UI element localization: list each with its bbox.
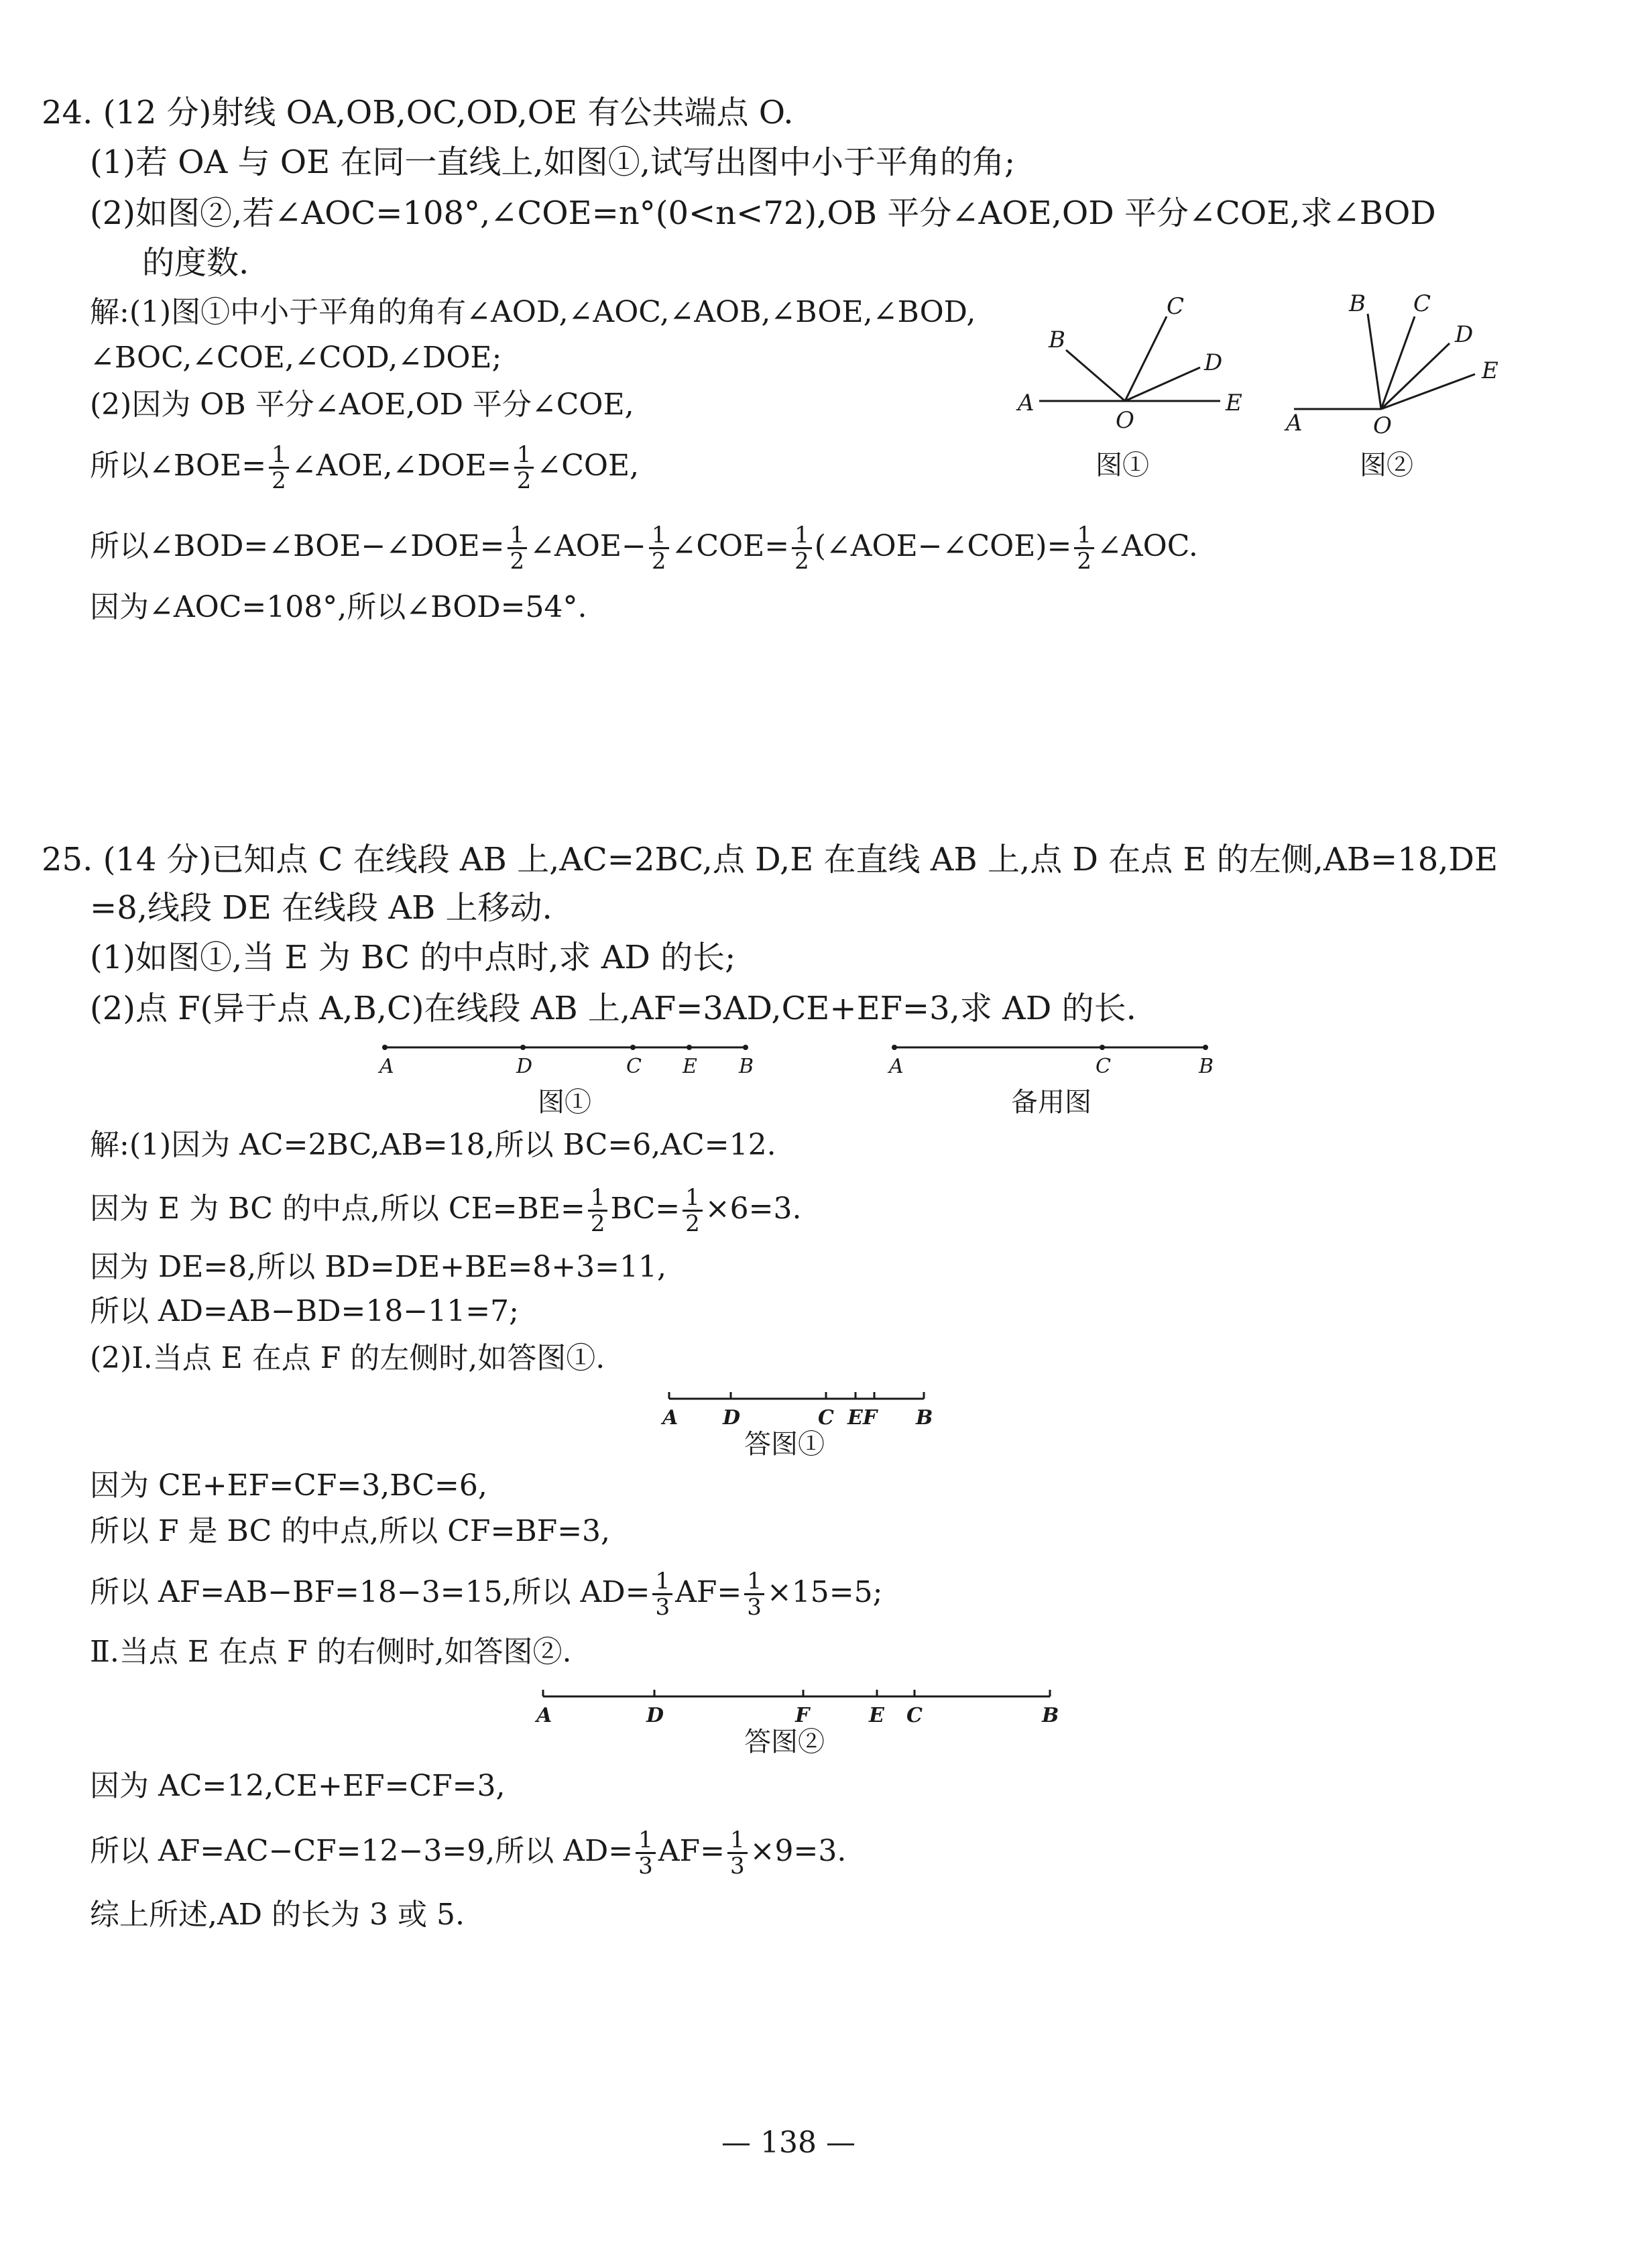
label-b: B bbox=[1042, 1704, 1059, 1727]
label-b: B bbox=[916, 1406, 933, 1430]
numerator: 1 bbox=[269, 443, 289, 469]
q25-sol-line6: 因为 CE+EF=CF=3,BC=6, bbox=[90, 1468, 487, 1503]
text-seg: 所以 AF=AC−CF=12−3=9,所以 AD= bbox=[90, 1834, 634, 1868]
label-b: B bbox=[739, 1055, 754, 1078]
label-o: O bbox=[1373, 412, 1392, 436]
point-a bbox=[382, 1045, 388, 1050]
denominator: 2 bbox=[272, 467, 286, 494]
q24-part1: (1)若 OA 与 OE 在同一直线上,如图①,试写出图中小于平角的角; bbox=[90, 143, 1016, 181]
label-d: D bbox=[1455, 321, 1474, 348]
q25-answer-figure-1-caption: 答图① bbox=[744, 1429, 825, 1460]
text-seg: AF= bbox=[658, 1834, 725, 1868]
ray-ob bbox=[1066, 350, 1125, 401]
denominator: 2 bbox=[651, 548, 666, 575]
point-b bbox=[1203, 1045, 1208, 1050]
label-a: A bbox=[1018, 390, 1035, 416]
q24-part2-line1: (2)如图②,若∠AOC=108°,∠COE=n°(0<n<72),OB 平分∠AOE,OD 平分∠COE,求∠BOD bbox=[90, 194, 1436, 232]
denominator: 3 bbox=[747, 1594, 762, 1621]
label-a: A bbox=[379, 1055, 394, 1078]
text-seg: ×9=3. bbox=[750, 1834, 847, 1868]
q25-sol-line11 bbox=[90, 1828, 846, 1878]
point-c bbox=[630, 1045, 636, 1050]
text-seg: ∠AOE− bbox=[530, 529, 646, 563]
q25-part1: (1)如图①,当 E 为 BC 的中点时,求 AD 的长; bbox=[90, 939, 736, 976]
q24-figure-2 bbox=[1274, 282, 1515, 439]
q25-answer-figure-2-caption: 答图② bbox=[744, 1727, 825, 1757]
point-d bbox=[520, 1045, 526, 1050]
q25-figure-spare-caption: 备用图 bbox=[1011, 1087, 1092, 1118]
label-b: B bbox=[1349, 290, 1366, 317]
numerator: 1 bbox=[588, 1186, 608, 1212]
fraction bbox=[652, 1569, 672, 1619]
numerator: 1 bbox=[649, 523, 669, 549]
q25-figure-1-caption: 图① bbox=[538, 1087, 591, 1118]
denominator: 2 bbox=[590, 1210, 605, 1237]
q25-figure-1 bbox=[369, 1035, 771, 1085]
point-b bbox=[743, 1045, 748, 1050]
text-seg: BC= bbox=[610, 1192, 681, 1226]
text-seg: ×6=3. bbox=[705, 1192, 802, 1226]
label-a: A bbox=[1286, 410, 1303, 436]
label-c: C bbox=[1413, 290, 1431, 317]
ray-od bbox=[1125, 367, 1200, 401]
q25-header-line1: 25. (14 分)已知点 C 在线段 AB 上,AC=2BC,点 D,E 在直线 AB 上,点 D 在点 E 的左侧,AB=18,DE bbox=[42, 841, 1498, 878]
label-e: E bbox=[683, 1055, 697, 1078]
ray-oc bbox=[1125, 316, 1167, 401]
q25-header-line2: =8,线段 DE 在线段 AB 上移动. bbox=[90, 889, 552, 927]
point-a bbox=[892, 1045, 897, 1050]
fraction bbox=[792, 523, 812, 573]
label-ef: EF bbox=[847, 1406, 878, 1430]
label-d: D bbox=[646, 1704, 664, 1727]
label-o: O bbox=[1116, 407, 1134, 434]
fraction bbox=[1074, 523, 1094, 573]
fraction bbox=[508, 523, 528, 573]
label-c: C bbox=[626, 1055, 642, 1078]
text-seg: 所以∠BOE= bbox=[90, 449, 267, 483]
numerator: 1 bbox=[1074, 523, 1094, 549]
q25-sol-line4: 所以 AD=AB−BD=18−11=7; bbox=[90, 1294, 519, 1328]
numerator: 1 bbox=[744, 1569, 764, 1595]
label-d: D bbox=[516, 1055, 533, 1078]
q25-sol-line12: 综上所述,AD 的长为 3 或 5. bbox=[90, 1898, 465, 1932]
ray-oe bbox=[1381, 374, 1475, 409]
text-seg: ×15=5; bbox=[766, 1575, 883, 1609]
q24-sol-line5 bbox=[90, 523, 1198, 573]
fraction bbox=[514, 443, 534, 493]
page-number: — 138 — bbox=[721, 2126, 856, 2160]
denominator: 3 bbox=[638, 1853, 653, 1880]
q25-sol-line5: (2)Ⅰ.当点 E 在点 F 的左侧时,如答图①. bbox=[90, 1341, 605, 1375]
denominator: 2 bbox=[510, 548, 525, 575]
numerator: 1 bbox=[652, 1569, 672, 1595]
text-seg: 所以 AF=AB−BF=18−3=15,所以 AD= bbox=[90, 1575, 650, 1609]
q25-part2: (2)点 F(异于点 A,B,C)在线段 AB 上,AF=3AD,CE+EF=3,求 AD 的长. bbox=[90, 990, 1136, 1027]
text-seg: ∠AOC. bbox=[1097, 529, 1198, 563]
q25-sol-line3: 因为 DE=8,所以 BD=DE+BE=8+3=11, bbox=[90, 1250, 666, 1284]
q24-sol-line6: 因为∠AOC=108°,所以∠BOD=54°. bbox=[90, 590, 587, 624]
denominator: 2 bbox=[685, 1210, 700, 1237]
numerator: 1 bbox=[508, 523, 528, 549]
label-c: C bbox=[1167, 293, 1185, 320]
q25-sol-line1: 解:(1)因为 AC=2BC,AB=18,所以 BC=6,AC=12. bbox=[90, 1128, 776, 1162]
ray-oc bbox=[1381, 316, 1415, 409]
denominator: 2 bbox=[794, 548, 809, 575]
denominator: 2 bbox=[516, 467, 532, 494]
ray-od bbox=[1381, 343, 1450, 409]
q25-sol-line7: 所以 F 是 BC 的中点,所以 CF=BF=3, bbox=[90, 1514, 611, 1548]
label-c: C bbox=[818, 1406, 834, 1430]
point-c bbox=[1100, 1045, 1105, 1050]
q24-header: 24. (12 分)射线 OA,OB,OC,OD,OE 有公共端点 O. bbox=[42, 94, 794, 131]
label-e: E bbox=[869, 1704, 884, 1727]
numerator: 1 bbox=[792, 523, 812, 549]
q24-part2-line2: 的度数. bbox=[142, 244, 249, 282]
fraction bbox=[636, 1828, 656, 1878]
fraction bbox=[588, 1186, 608, 1236]
q24-figure-2-caption: 图② bbox=[1360, 450, 1413, 481]
q25-sol-line9: Ⅱ.当点 E 在点 F 的右侧时,如答图②. bbox=[90, 1635, 572, 1669]
label-e: E bbox=[1482, 357, 1498, 384]
label-a: A bbox=[536, 1704, 552, 1727]
ray-ob bbox=[1368, 314, 1381, 409]
label-c: C bbox=[1096, 1055, 1111, 1078]
fraction bbox=[269, 443, 289, 493]
q24-figure-1 bbox=[1006, 288, 1260, 439]
point-e bbox=[687, 1045, 692, 1050]
label-b: B bbox=[1049, 327, 1065, 353]
q24-sol-line2: ∠BOC,∠COE,∠COD,∠DOE; bbox=[90, 341, 502, 375]
numerator: 1 bbox=[683, 1186, 703, 1212]
text-seg: ∠AOE,∠DOE= bbox=[291, 449, 512, 483]
fraction bbox=[727, 1828, 748, 1878]
label-e: E bbox=[1226, 390, 1242, 416]
label-f: F bbox=[795, 1704, 810, 1727]
denominator: 2 bbox=[1077, 548, 1092, 575]
numerator: 1 bbox=[636, 1828, 656, 1854]
denominator: 3 bbox=[729, 1853, 745, 1880]
fraction bbox=[683, 1186, 703, 1236]
fraction bbox=[744, 1569, 764, 1619]
label-a: A bbox=[662, 1406, 678, 1430]
text-seg: ∠COE= bbox=[671, 529, 790, 563]
text-seg: 因为 E 为 BC 的中点,所以 CE=BE= bbox=[90, 1192, 585, 1226]
q25-figure-spare bbox=[878, 1035, 1227, 1085]
q24-sol-line4 bbox=[90, 443, 639, 493]
q24-sol-line3: (2)因为 OB 平分∠AOE,OD 平分∠COE, bbox=[90, 388, 634, 422]
q25-sol-line2 bbox=[90, 1186, 802, 1236]
text-seg: 所以∠BOD=∠BOE−∠DOE= bbox=[90, 529, 505, 563]
fraction bbox=[649, 523, 669, 573]
label-a: A bbox=[889, 1055, 904, 1078]
label-d: D bbox=[723, 1406, 741, 1430]
label-d: D bbox=[1204, 349, 1223, 376]
numerator: 1 bbox=[727, 1828, 748, 1854]
text-seg: AF= bbox=[675, 1575, 742, 1609]
label-c: C bbox=[906, 1704, 923, 1727]
text-seg: (∠AOE−∠COE)= bbox=[814, 529, 1072, 563]
q25-sol-line10: 因为 AC=12,CE+EF=CF=3, bbox=[90, 1769, 506, 1803]
q25-sol-line8 bbox=[90, 1569, 882, 1619]
label-b: B bbox=[1199, 1055, 1214, 1078]
text-seg: ∠COE, bbox=[536, 449, 640, 483]
numerator: 1 bbox=[514, 443, 534, 469]
q24-figure-1-caption: 图① bbox=[1096, 450, 1149, 481]
q24-sol-line1: 解:(1)图①中小于平角的角有∠AOD,∠AOC,∠AOB,∠BOE,∠BOD, bbox=[90, 295, 976, 329]
denominator: 3 bbox=[655, 1594, 670, 1621]
